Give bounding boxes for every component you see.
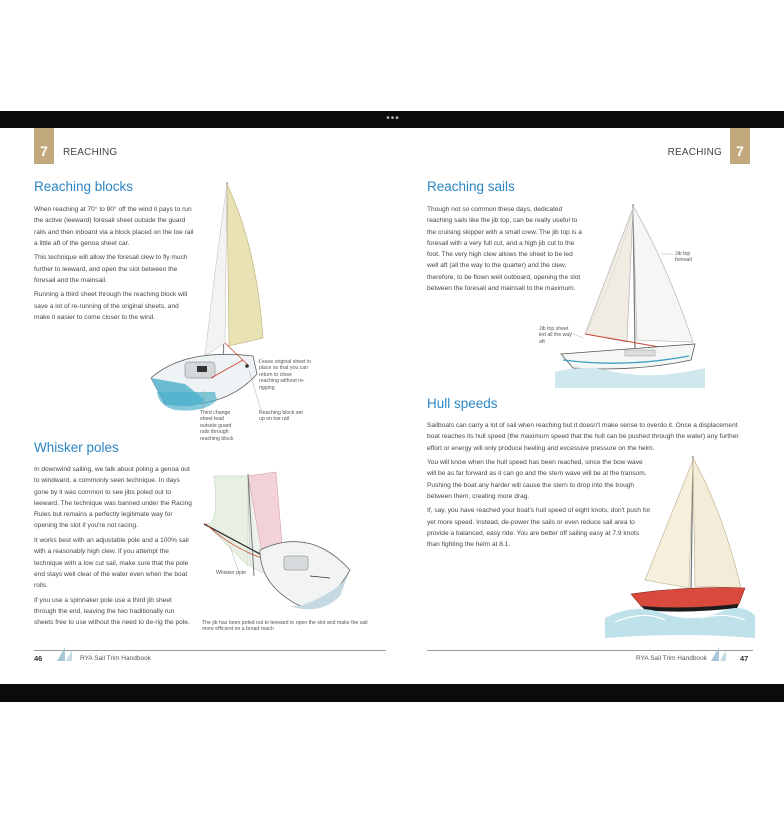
paragraph: Though not so common these days, dedicated reaching sails like the jib top, can be really useful to the cruising skipper with a small crew. The jib top is a foresail with a very full cut, and a high jib cut to the foot. The very high clew allows the sheet to be led well aft (all the way to the quarter) and the clew, therefore, to be flown well outboard, opening the slot between the foresail and mainsail to the maximum. <box>427 206 582 293</box>
rya-logo-icon <box>710 646 728 662</box>
footer-title-left: RYA Sail Trim Handbook <box>80 655 151 662</box>
caption-whisker-pole: Whisker pole <box>216 570 246 576</box>
chapter-number-left: 7 <box>34 128 54 164</box>
rya-logo-icon <box>56 646 74 662</box>
whisker-pole-boat-illustration <box>200 466 360 618</box>
paragraph: You will know when the hull speed has been reached, since the bow wave will be as far forward as it can go and the stern wave will be at the transom. Pushing the boat any harder will cause the stern to drop into the trough between them, creating more drag. <box>427 459 647 500</box>
caption-reaching-block: Reaching block set up on toe rail <box>259 410 303 423</box>
caption-whisker-bottom: The jib has been poled out to leeward to open the slot and make the sail more efficient on a broad reach <box>202 620 368 633</box>
paragraph: Sailboats can carry a lot of sail when reaching but it doesn't make sense to overdo it. Once a displacement boat reaches its hull speed (the maximum speed that the hull can be pushed through the water) any further effort or energy will only produce heeling and excessive pressure on the helm. <box>427 422 739 452</box>
paragraph: When reaching at 70° to 90° off the wind it pays to run the active (leeward) foresail sheet outside the guard rails and then inboard via a block placed on the toe rail a little aft of the genoa sheet car. <box>34 206 194 247</box>
paragraph: In downwind sailing, we talk about poling a genoa out to windward, a commonly seen technique. In days gone by it was common to see jibs poled out to leeward. The technique was banned under the Racing Rules but remains a perfectly legitimate way for opening the slot if you're not racing. <box>34 466 192 530</box>
reaching-block-boat-illustration <box>145 178 275 423</box>
page-number-right: 47 <box>740 654 749 663</box>
footer-rule-right <box>427 650 753 651</box>
caption-jib-top-foresail: Jib top foresail <box>675 251 692 264</box>
footer-rule-left <box>34 650 386 651</box>
whisker-poles-text <box>34 464 194 632</box>
reaching-blocks-heading: Reaching blocks <box>34 179 134 194</box>
caption-leave-original: Leave original sheet in place so that you can return to close reaching without re-rigging <box>259 359 311 391</box>
paragraph: This technique will allow the foresail clew to fly much further to leeward, and open the slot between the foresail and the mainsail. <box>34 254 188 284</box>
caption-third-change: Third change sheet lead outside guard rails through reaching block <box>200 410 234 442</box>
more-options-icon[interactable]: ••• <box>386 113 400 124</box>
chapter-title-right: REACHING <box>667 147 722 158</box>
paragraph: If, say, you have reached your boat's hull speed of eight knots, don't push for yet more speed. Instead, de-power the sails or even reduce sail area to provide a balanced, easy ride. You are better off sailing easy at 7.9 knots than fighting the helm at 8.1. <box>427 507 651 549</box>
paragraph: It works best with an adjustable pole and a 100% sail with a reasonably high clew. If you attempt the technique with a low cut sail, make sure that the pole end stays well clear of the water even when the boat rolls. <box>34 536 189 590</box>
viewer-top-bar <box>0 111 784 128</box>
chapter-number-right: 7 <box>730 128 750 164</box>
hull-speeds-heading: Hull speeds <box>427 396 498 411</box>
paragraph: If you use a spinnaker pole use a third jib sheet through the end, leaving the two traditionally run sheets free to use without the need to de-rig the pole. <box>34 596 190 627</box>
viewer-bottom-bar <box>0 684 784 702</box>
caption-jib-top-sheet: Jib top sheet led all the way aft <box>539 326 572 345</box>
footer-title-right: RYA Sail Trim Handbook <box>636 655 707 662</box>
reaching-sails-heading: Reaching sails <box>427 179 515 194</box>
chapter-title-left: REACHING <box>63 147 118 158</box>
hull-speed-boat-illustration <box>605 452 755 642</box>
whisker-poles-heading: Whisker poles <box>34 440 119 455</box>
paragraph: Running a third sheet through the reaching block will save a lot of re-running of the original sheets, and make it easier to come closer to the wind. <box>34 291 188 322</box>
jib-top-boat-illustration <box>555 200 705 388</box>
page-number-left: 46 <box>34 654 43 663</box>
